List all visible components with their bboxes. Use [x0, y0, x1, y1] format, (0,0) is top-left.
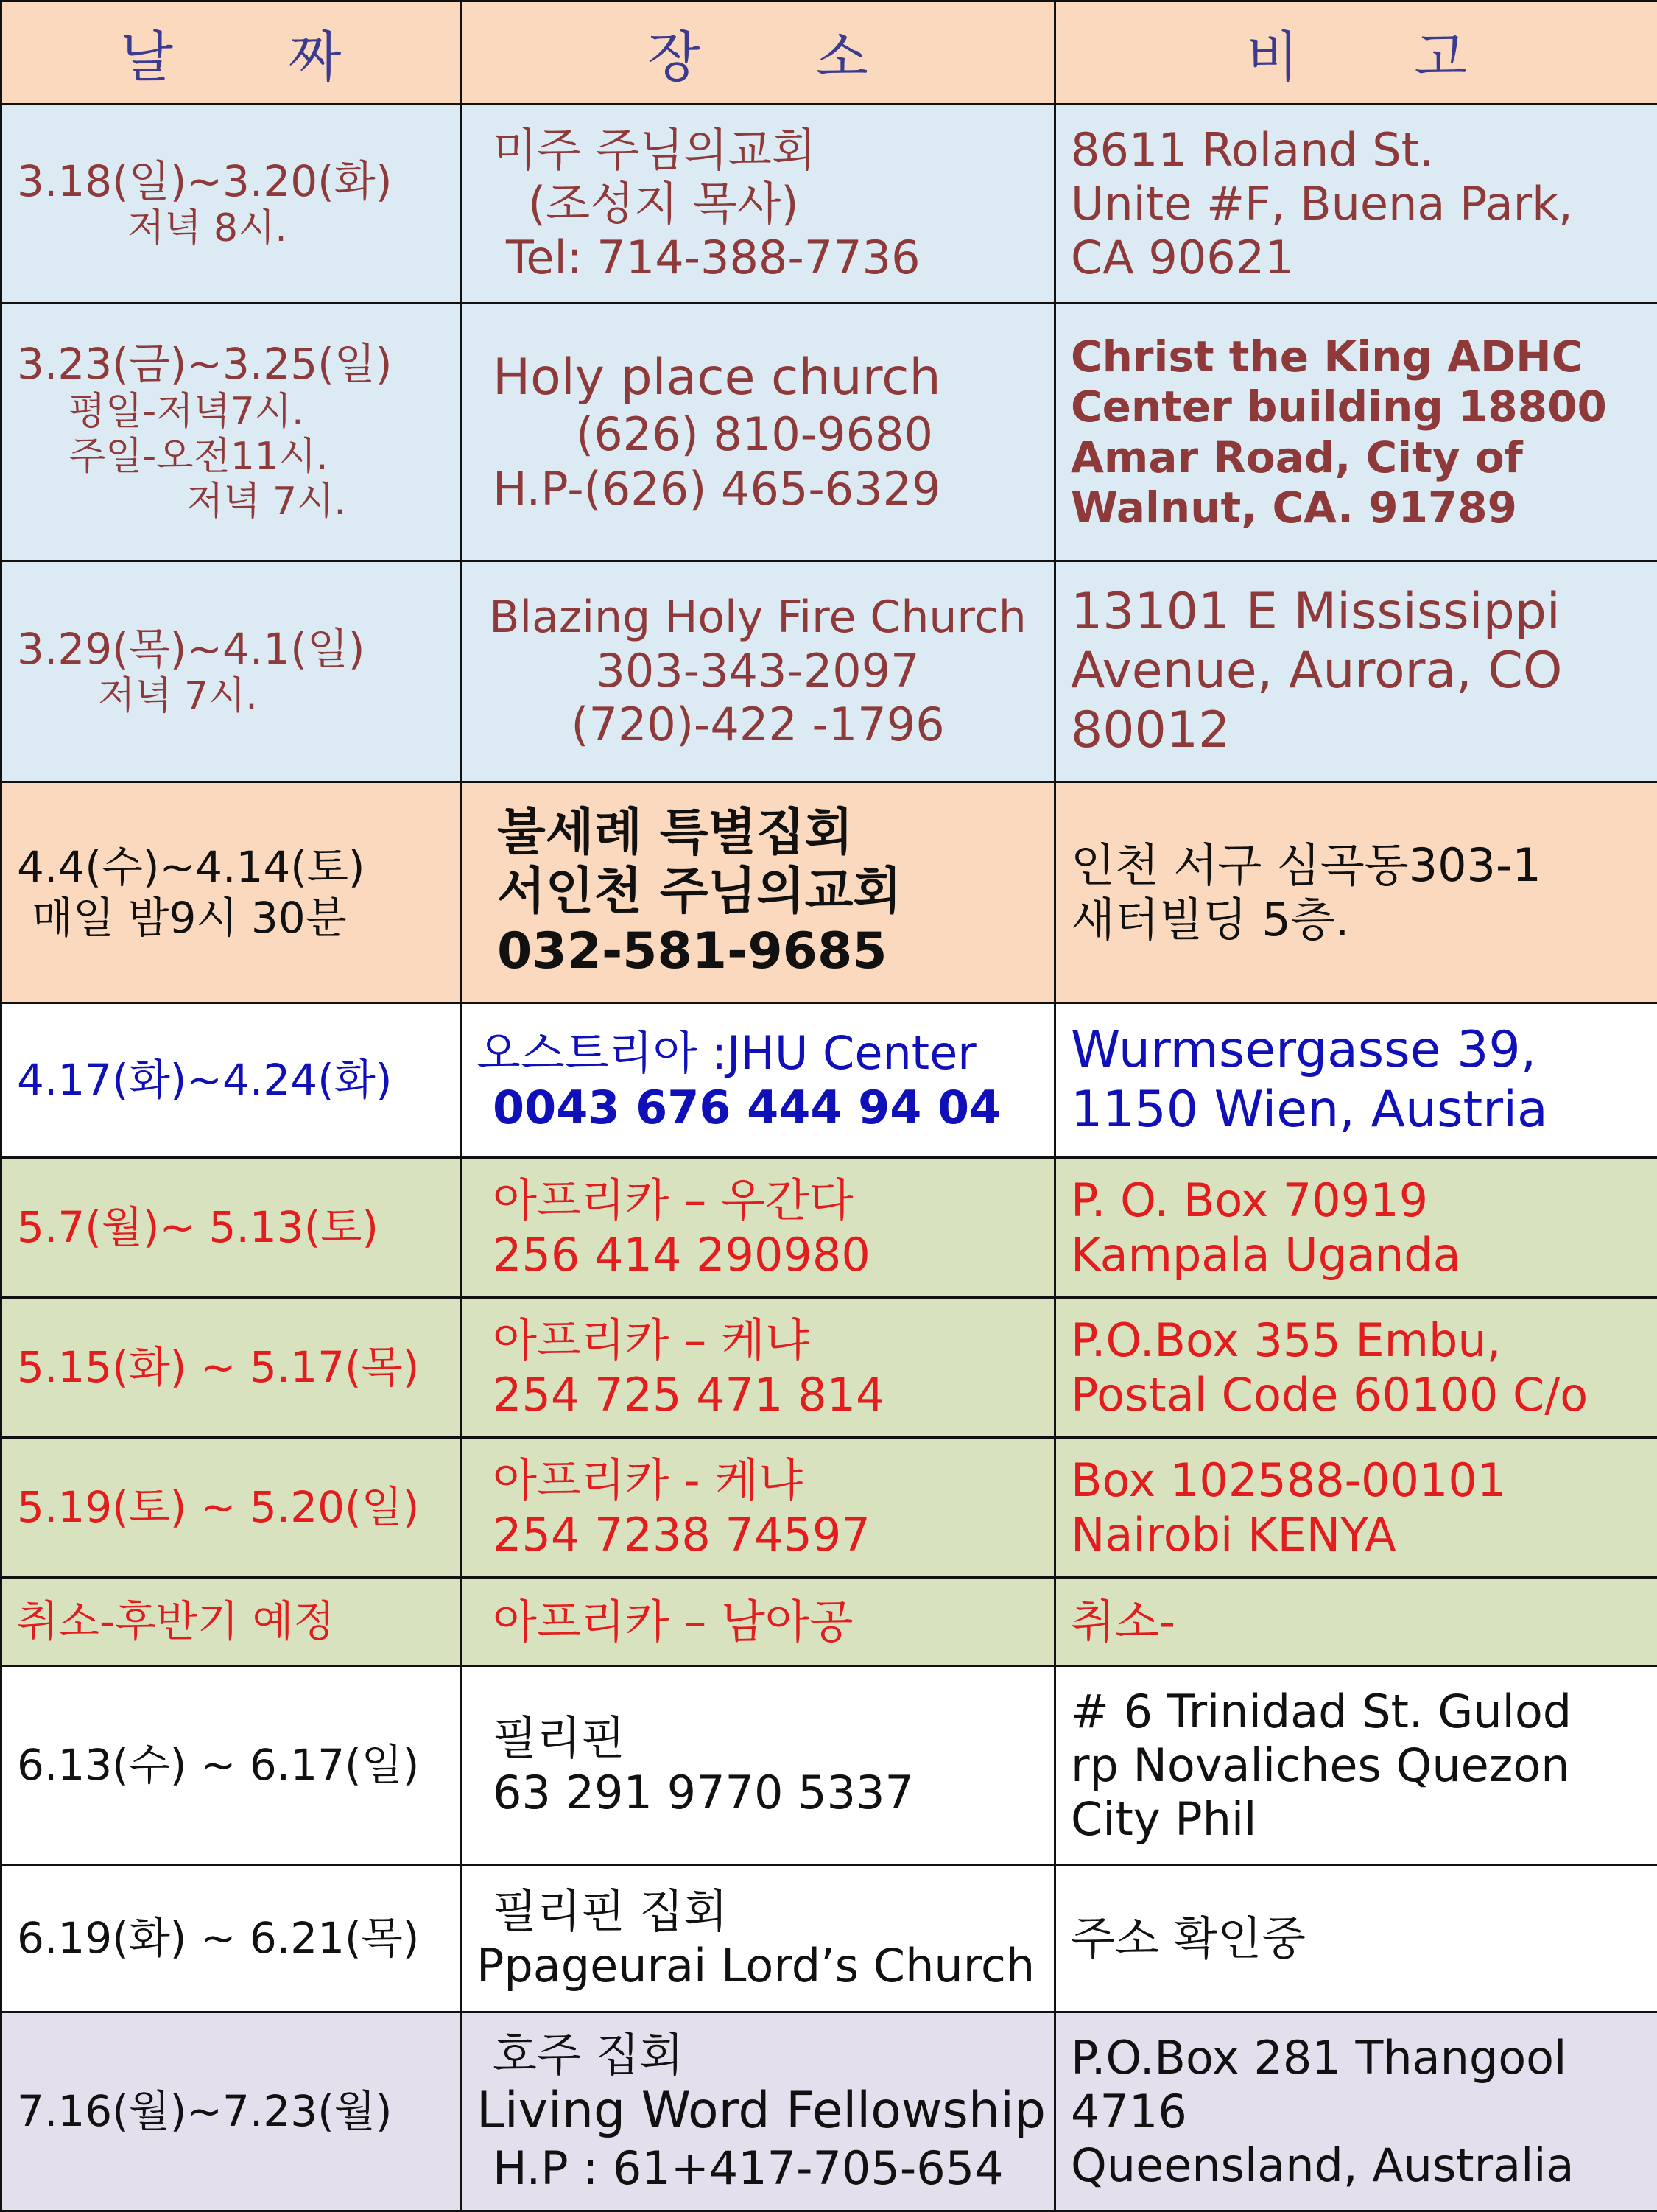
date-cell — [1, 1003, 461, 1158]
place-line: 아프리카 – 우간다 — [476, 1173, 1039, 1227]
table-row — [1, 1158, 1657, 1298]
table-row — [1, 1578, 1657, 1666]
place-line: H.P : 61+417-705-654 — [476, 2141, 1039, 2195]
note-line: Queensland, Australia — [1071, 2138, 1642, 2192]
date-range: 3.29(목)~4.1(일) — [17, 624, 445, 674]
date-time: 매일 밤9시 30분 — [17, 893, 445, 943]
table-row — [1, 1438, 1657, 1578]
note-cell — [1055, 1865, 1657, 2012]
place-line: 호주 집회 — [476, 2028, 1039, 2082]
note-line: Wurmsergasse 39, — [1071, 1021, 1642, 1080]
date-range: 7.16(월)~7.23(월) — [17, 2086, 445, 2136]
date-cell — [1, 782, 461, 1003]
note-line: 주소 확인중 — [1071, 1911, 1642, 1965]
date-cell — [1, 1865, 461, 2012]
place-cell — [461, 2012, 1055, 2211]
note-line: Unite #F, Buena Park, — [1071, 177, 1642, 231]
note-line: rp Novaliches Quezon — [1071, 1738, 1642, 1792]
date-cell — [1, 1438, 461, 1578]
note-cell — [1055, 561, 1657, 782]
note-line: P.O.Box 281 Thangool — [1071, 2031, 1642, 2085]
note-cell — [1055, 1438, 1657, 1578]
place-line: (626) 810-9680 — [476, 407, 1039, 461]
place-line: 303-343-2097 — [476, 644, 1039, 698]
date-cell — [1, 1578, 461, 1666]
place-line: 오스트리아 :JHU Center — [476, 1026, 1039, 1080]
note-line: Center building 18800 — [1071, 382, 1642, 432]
date-time: 저녁 7시. — [17, 480, 445, 524]
date-time: 저녁 7시. — [17, 674, 445, 719]
place-cell — [461, 1158, 1055, 1298]
note-line: Avenue, Aurora, CO — [1071, 642, 1642, 701]
place-line: (720)-422 -1796 — [476, 698, 1039, 751]
note-cell — [1055, 105, 1657, 303]
place-line: 254 7238 74597 — [476, 1508, 1039, 1562]
date-cell — [1, 1666, 461, 1865]
note-line: City Phil — [1071, 1792, 1642, 1846]
note-line: Nairobi KENYA — [1071, 1508, 1642, 1562]
date-time: 저녁 8시. — [17, 206, 445, 251]
note-cell — [1055, 1003, 1657, 1158]
date-range: 6.19(화) ~ 6.21(목) — [17, 1913, 445, 1963]
date-cell — [1, 1298, 461, 1438]
place-line: Blazing Holy Fire Church — [476, 591, 1039, 644]
place-line: 불세례 특별집회 — [476, 804, 1039, 863]
date-range: 5.7(월)~ 5.13(토) — [17, 1202, 445, 1252]
note-line: Amar Road, City of — [1071, 432, 1642, 482]
date-range: 3.23(금)~3.25(일) — [17, 339, 445, 389]
note-line: Christ the King ADHC — [1071, 331, 1642, 382]
place-line: H.P-(626) 465-6329 — [476, 462, 1039, 516]
table-row — [1, 1666, 1657, 1865]
place-line: 아프리카 – 남아공 — [476, 1595, 1039, 1649]
date-range: 6.13(수) ~ 6.17(일) — [17, 1740, 445, 1790]
date-time: 평일-저녁7시. — [17, 390, 445, 435]
place-line: 0043 676 444 94 04 — [476, 1081, 1039, 1134]
date-time: 주일-오전11시. — [17, 435, 445, 480]
table-row — [1, 1865, 1657, 2012]
note-line: P.O.Box 355 Embu, — [1071, 1313, 1642, 1367]
place-line: 63 291 9770 5337 — [476, 1766, 1039, 1819]
place-cell — [461, 1438, 1055, 1578]
place-line: 필리핀 집회 — [476, 1884, 1039, 1938]
note-cell — [1055, 303, 1657, 561]
date-range: 4.17(화)~4.24(화) — [17, 1055, 445, 1105]
note-cell — [1055, 782, 1657, 1003]
table-row — [1, 105, 1657, 303]
place-cell — [461, 1003, 1055, 1158]
table-row — [1, 303, 1657, 561]
place-line: 032-581-9685 — [476, 922, 1039, 981]
header-row — [1, 1, 1657, 105]
place-line: 254 725 471 814 — [476, 1368, 1039, 1422]
place-line: Holy place church — [476, 348, 1039, 407]
note-line: 새터빌딩 5층. — [1071, 893, 1642, 947]
note-cell — [1055, 1158, 1657, 1298]
date-range: 4.4(수)~4.14(토) — [17, 842, 445, 892]
place-cell — [461, 105, 1055, 303]
place-line: 아프리카 – 케냐 — [476, 1313, 1039, 1367]
note-line: Box 102588-00101 — [1071, 1453, 1642, 1507]
note-line: Postal Code 60100 C/o — [1071, 1368, 1642, 1422]
date-cell — [1, 303, 461, 561]
place-cell — [461, 1666, 1055, 1865]
date-range: 5.19(토) ~ 5.20(일) — [17, 1482, 445, 1532]
date-range: 3.18(일)~3.20(화) — [17, 156, 445, 206]
place-line: Living Word Fellowship — [476, 2082, 1039, 2141]
note-line: # 6 Trinidad St. Gulod — [1071, 1685, 1642, 1738]
note-line: 인천 서구 심곡동303-1 — [1071, 838, 1642, 892]
place-line: 필리핀 — [476, 1711, 1039, 1765]
date-cell — [1, 2012, 461, 2211]
note-cell — [1055, 1666, 1657, 1865]
note-line: P. O. Box 70919 — [1071, 1173, 1642, 1227]
place-line: 256 414 290980 — [476, 1228, 1039, 1282]
place-cell — [461, 1578, 1055, 1666]
note-cell — [1055, 1298, 1657, 1438]
place-line: (조성지 목사) — [476, 177, 1039, 231]
note-line: 13101 E Mississippi — [1071, 583, 1642, 642]
note-line: 4716 — [1071, 2085, 1642, 2138]
date-cell — [1, 1158, 461, 1298]
table-row — [1, 561, 1657, 782]
header-date: 날 짜 — [1, 1, 461, 105]
note-cell — [1055, 1578, 1657, 1666]
note-line: 80012 — [1071, 701, 1642, 760]
place-cell — [461, 1865, 1055, 2012]
date-cell — [1, 105, 461, 303]
table-row — [1, 782, 1657, 1003]
place-cell — [461, 1298, 1055, 1438]
date-range: 취소-후반기 예정 — [17, 1596, 445, 1646]
place-line: Tel: 714-388-7736 — [476, 231, 1039, 284]
place-line: 아프리카 - 케냐 — [476, 1453, 1039, 1507]
header-note: 비 고 — [1055, 1, 1657, 105]
place-line: 미주 주님의교회 — [476, 123, 1039, 177]
note-line: 1150 Wien, Austria — [1071, 1081, 1642, 1140]
place-line: 서인천 주님의교회 — [476, 863, 1039, 921]
table-row — [1, 1003, 1657, 1158]
note-line: 8611 Roland St. — [1071, 123, 1642, 177]
header-place: 장 소 — [461, 1, 1055, 105]
place-cell — [461, 561, 1055, 782]
table-row — [1, 2012, 1657, 2211]
date-cell — [1, 561, 461, 782]
table-row — [1, 1298, 1657, 1438]
place-line: Ppageurai Lord’s Church — [476, 1939, 1039, 1992]
note-line: 취소- — [1071, 1595, 1642, 1649]
note-line: CA 90621 — [1071, 231, 1642, 284]
note-line: Walnut, CA. 91789 — [1071, 482, 1642, 533]
place-cell — [461, 782, 1055, 1003]
place-cell — [461, 303, 1055, 561]
note-cell — [1055, 2012, 1657, 2211]
note-line: Kampala Uganda — [1071, 1228, 1642, 1282]
date-range: 5.15(화) ~ 5.17(목) — [17, 1342, 445, 1392]
